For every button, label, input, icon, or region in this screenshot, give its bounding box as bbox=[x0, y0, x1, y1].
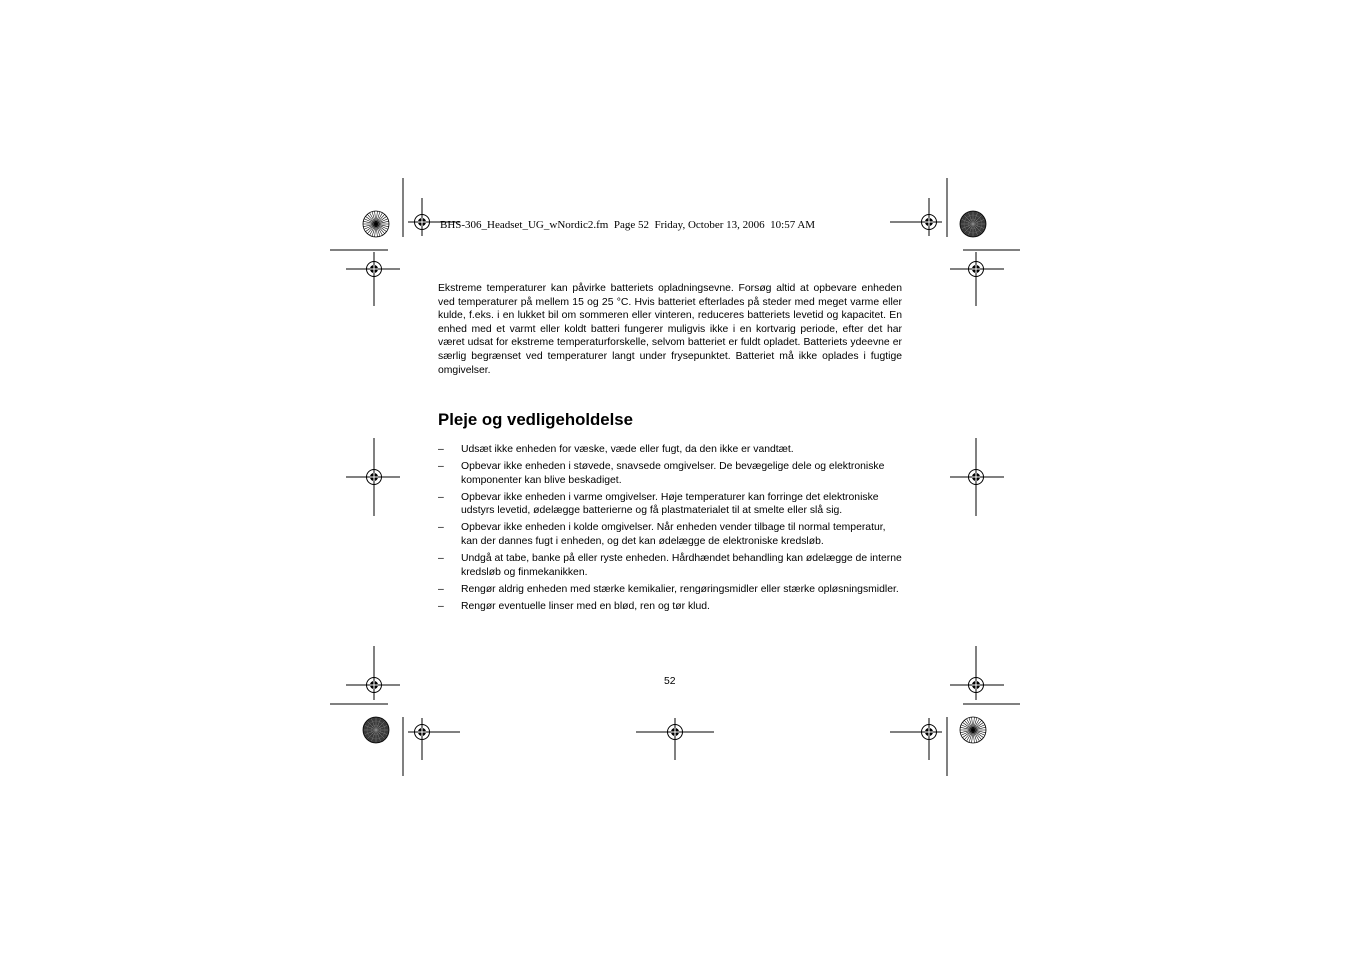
dash-bullet: – bbox=[438, 461, 444, 473]
list-item-text: Udsæt ikke enheden for væske, væde eller fugt, da den ikke er vandtæt. bbox=[461, 444, 794, 455]
section-heading: Pleje og vedligeholdelse bbox=[438, 410, 633, 429]
dash-bullet: – bbox=[438, 522, 444, 534]
list-item-text: Rengør eventuelle linser med en blød, ren og tør klud. bbox=[461, 600, 710, 612]
battery-temperature-paragraph: Ekstreme temperaturer kan påvirke batteriets opladningsevne. Forsøg altid at opbevare enheden ved temperaturer på mellem 15 og 25 °C. Hvis batteriet efterlades på steder med meget varme eller kulde, f.eks. i en lukket bil om sommeren eller vinteren, reduceres batteriets levetid og kapacitet. En enhed med et varmt eller koldt batteri fungerer muligvis ikke i en kortvarig periode, efter det har været udsat for ekstreme temperaturforskelle, selvom batteriet er fuldt opladet. Batteriets ydeevne er særlig begrænset ved temperaturer langt under frysepunktet. Batteriet må ikke oplades i fugtige omgivelser. bbox=[438, 283, 902, 376]
list-item-text: Opbevar ikke enheden i støvede, snavsede omgivelser. De bevægelige dele og elektroniske komponenter kan blive beskadiget. bbox=[461, 461, 885, 486]
dash-bullet: – bbox=[438, 583, 444, 595]
dash-bullet: – bbox=[438, 491, 444, 503]
list-item-text: Rengør aldrig enheden med stærke kemikalier, rengøringsmidler eller stærke opløsningsmidler. bbox=[461, 583, 899, 595]
list-item-text: Undgå at tabe, banke på eller ryste enheden. Hårdhændet behandling kan ødelægge de interne kredsløb og finmekanikken. bbox=[461, 553, 902, 578]
list-item-text: Opbevar ikke enheden i varme omgivelser. Høje temperaturer kan forringe det elektroniske udstyrs levetid, ødelægge batterierne og få plastmaterialet til at smelte eller slå sig. bbox=[461, 491, 879, 517]
care-list bbox=[438, 443, 904, 617]
list-item bbox=[438, 583, 904, 597]
list-item bbox=[438, 443, 904, 457]
list-item bbox=[438, 460, 904, 487]
list-item bbox=[438, 521, 904, 548]
list-item bbox=[438, 600, 904, 614]
list-item-text: Opbevar ikke enheden i kolde omgivelser. Når enheden vender tilbage til normal temperatur, kan der dannes fugt i enheden, og det kan ødelægge de elektroniske kredsløb. bbox=[461, 522, 886, 548]
file-slug-header: BHS-306_Headset_UG_wNordic2.fm Page 52 Friday, October 13, 2006 10:57 AM bbox=[440, 219, 816, 231]
dash-bullet: – bbox=[438, 444, 444, 455]
dash-bullet: – bbox=[438, 553, 444, 565]
list-item bbox=[438, 552, 904, 579]
list-item bbox=[438, 491, 904, 518]
dash-bullet: – bbox=[438, 600, 444, 612]
page-number: 52 bbox=[664, 676, 676, 687]
